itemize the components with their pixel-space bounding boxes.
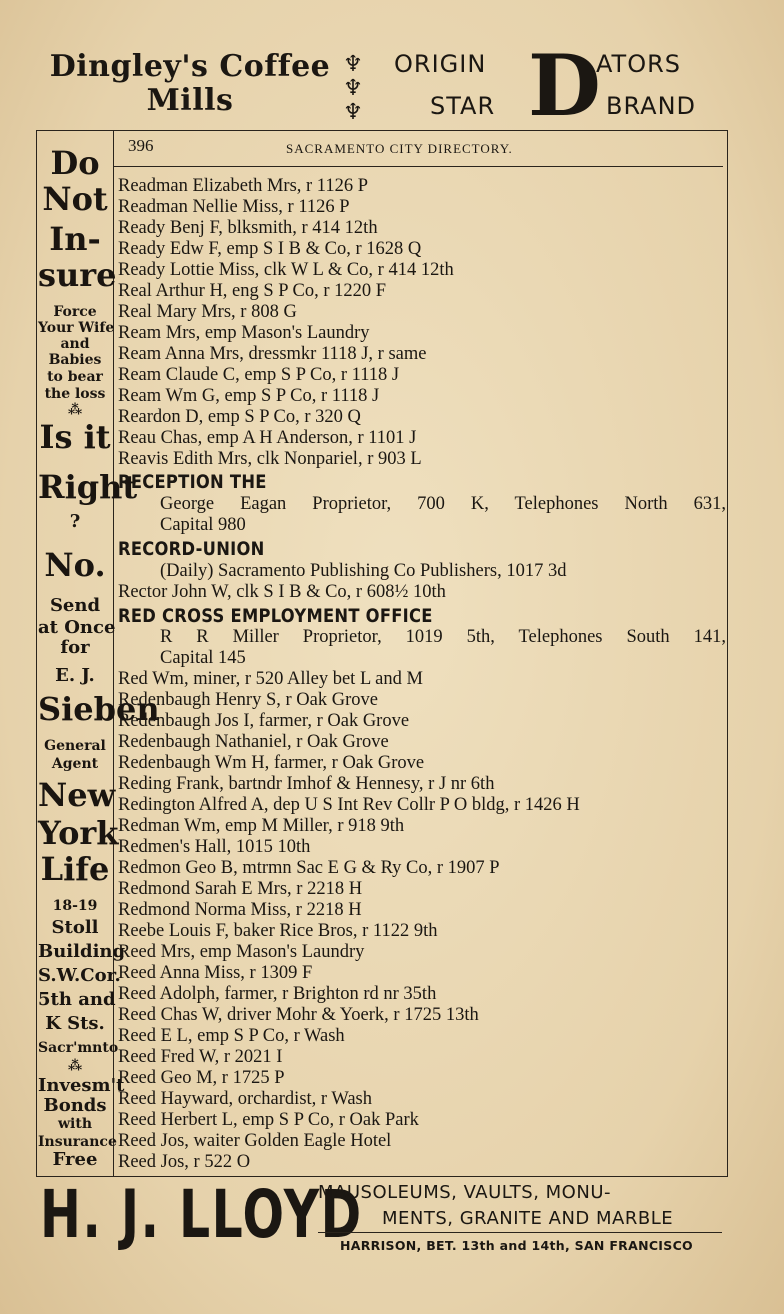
sidebar-line: at Once [38, 617, 116, 638]
sidebar-line: Stoll [51, 917, 99, 938]
sidebar-line: Your Wife [38, 320, 115, 336]
dingley-coffee-mills-ad [42, 50, 338, 118]
fleur-ornament-icon: ♆ ♆ ♆ [343, 51, 363, 124]
listing-entry: Redmen's Hall, 1015 10th [118, 837, 311, 857]
listing-entry: Reed Jos, waiter Golden Eagle Hotel [118, 1131, 392, 1151]
dingley-line-2: Mills [146, 83, 234, 118]
sidebar-line: New [38, 776, 116, 814]
listing-entry: Reavis Edith Mrs, clk Nonpariel, r 903 L [118, 449, 422, 469]
top-advertisement [36, 36, 736, 135]
sidebar-line: Life [40, 850, 110, 888]
sidebar-line: Is it [39, 418, 111, 456]
bottom-advertisement [36, 1176, 736, 1286]
sidebar-line: Bonds [43, 1095, 107, 1116]
listing-entry: Reed Geo M, r 1725 P [118, 1068, 285, 1088]
listing-entry: Ready Benj F, blksmith, r 414 12th [118, 218, 378, 238]
listing-entry: Reed Fred W, r 2021 I [118, 1047, 283, 1067]
listing-entry: Redmon Geo B, mtrmn Sac E G & Ry Co, r 1907 P [118, 858, 500, 878]
listing-entry: Redenbaugh Henry S, r Oak Grove [118, 690, 378, 710]
sidebar-line: Building [38, 941, 126, 962]
listing-entry: Redenbaugh Jos I, farmer, r Oak Grove [118, 711, 410, 731]
sidebar-line: Do [50, 144, 100, 182]
sidebar-line: 5th and [38, 989, 116, 1010]
sidebar-line: Invesm't [38, 1075, 125, 1096]
listing-entry: Reed Hayward, orchardist, r Wash [118, 1089, 373, 1109]
lloyd-ad-line-1: MAUSOLEUMS, VAULTS, MONU- [318, 1182, 611, 1203]
page-number: 396 [128, 136, 154, 155]
sidebar-line: Send [49, 595, 101, 616]
lloyd-address: HARRISON, BET. 13th and 14th, SAN FRANCISCO [340, 1238, 693, 1253]
ators-text: ATORS [596, 50, 682, 78]
listing-entry: Rector John W, clk S I B & Co, r 608½ 10th [118, 582, 446, 602]
sidebar-line: sure [38, 256, 117, 294]
sidebar-line: General [44, 738, 106, 754]
listing-entry: Ream Wm G, emp S P Co, r 1118 J [118, 386, 380, 406]
sidebar-line: for [60, 637, 90, 658]
listing-entry: Readman Nellie Miss, r 1126 P [118, 197, 350, 217]
business-heading: RECEPTION THE [118, 471, 267, 493]
sidebar-line: to bear [47, 369, 103, 385]
sidebar-line: Right [38, 468, 138, 506]
sidebar-line: Free [52, 1149, 98, 1170]
listing-entry: Ready Lottie Miss, clk W L & Co, r 414 12th [118, 260, 454, 280]
listing-entry: Ream Mrs, emp Mason's Laundry [118, 323, 370, 343]
sidebar-line: ⁂ [67, 402, 83, 418]
listing-entry: Reed Chas W, driver Mohr & Yoerk, r 1725 13th [118, 1005, 479, 1025]
listing-entry: Reed Herbert L, emp S P Co, r Oak Park [118, 1110, 419, 1130]
listing-entry: Redington Alfred A, dep U S Int Rev Collr P O bldg, r 1426 H [118, 795, 580, 815]
listing-entry: Redenbaugh Wm H, farmer, r Oak Grove [118, 753, 425, 773]
sidebar-line: Agent [51, 756, 99, 772]
sidebar-line: K Sts. [45, 1013, 105, 1034]
listing-entry: Red Wm, miner, r 520 Alley bet L and M [118, 669, 423, 689]
brand-text: BRAND [606, 92, 697, 120]
business-heading: RECORD-UNION [118, 538, 265, 560]
sidebar-line: ? [69, 511, 81, 532]
sidebar-line: with [57, 1116, 92, 1132]
lloyd-ad-line-2: MENTS, GRANITE AND MARBLE [382, 1208, 674, 1229]
listing-entry: Redenbaugh Nathaniel, r Oak Grove [118, 732, 389, 752]
sidebar-line: Force [53, 304, 97, 320]
listing-entry: Ream Anna Mrs, dressmkr 1118 J, r same [118, 344, 427, 364]
listing-entry: Reding Frank, bartndr Imhof & Hennesy, r J nr 6th [118, 774, 495, 794]
listing-entry: Real Mary Mrs, r 808 G [118, 302, 297, 322]
sidebar-line: Not [42, 180, 108, 218]
listing-entry: Reed E L, emp S P Co, r Wash [118, 1026, 345, 1046]
big-d-letter: D [528, 36, 601, 135]
frame-left-rule [36, 130, 37, 1176]
listing-entry: Redmond Norma Miss, r 2218 H [118, 900, 362, 920]
listing-entry: Reed Jos, r 522 O [118, 1152, 251, 1172]
sidebar-line: In- [49, 220, 101, 258]
sidebar-line: Sieben [38, 690, 160, 728]
listing-entry: Reed Mrs, emp Mason's Laundry [118, 942, 365, 962]
sidebar-line: ⁂ [67, 1058, 83, 1074]
lloyd-ad-rule [318, 1232, 722, 1233]
sidebar-line: Sacr'mnto [38, 1040, 119, 1056]
listing-entry: Readman Elizabeth Mrs, r 1126 P [118, 176, 369, 196]
sidebar-line: Insurance [38, 1134, 117, 1150]
sidebar-line: E. J. [55, 665, 95, 686]
sidebar-line: Babies [48, 352, 102, 368]
listing-entry: Reau Chas, emp A H Anderson, r 1101 J [118, 428, 417, 448]
listing-entry: Ream Claude C, emp S P Co, r 1118 J [118, 365, 400, 385]
header-rule [113, 166, 723, 167]
listing-entry: Ready Edw F, emp S I B & Co, r 1628 Q [118, 239, 422, 259]
listing-entry: Reed Anna Miss, r 1309 F [118, 963, 313, 983]
sidebar-line: the loss [44, 386, 106, 402]
listing-entry: Redman Wm, emp M Miller, r 918 9th [118, 816, 405, 836]
sidebar-line: York [38, 814, 119, 852]
listing-entry: Reardon D, emp S P Co, r 320 Q [118, 407, 361, 427]
listing-continuation: Capital 145 [160, 648, 246, 668]
listing-entry: Reed Adolph, farmer, r Brighton rd nr 35th [118, 984, 437, 1004]
listing-continuation: Capital 980 [160, 515, 246, 535]
listing-entry: Real Arthur H, eng S P Co, r 1220 F [118, 281, 387, 301]
running-head: SACRAMENTO CITY DIRECTORY. [286, 141, 513, 156]
dingley-line-1: Dingley's Coffee [49, 49, 331, 84]
sidebar-line: and [60, 336, 90, 352]
listing-continuation: R R Miller Proprietor, 1019 5th, Telephones South 141, [160, 627, 726, 647]
sidebar-line: 18-19 [52, 898, 98, 914]
sidebar-line: No. [44, 546, 106, 584]
lloyd-name: H. J. LLOYD [40, 1176, 363, 1253]
sidebar-line: S.W.Cor. [38, 965, 121, 986]
business-heading: RED CROSS EMPLOYMENT OFFICE [118, 605, 433, 627]
listing-entry: Reebe Louis F, baker Rice Bros, r 1122 9th [118, 921, 438, 941]
listing-continuation: (Daily) Sacramento Publishing Co Publishers, 1017 3d [160, 561, 567, 581]
frame-right-rule [727, 130, 728, 1176]
star-text: STAR [430, 92, 496, 120]
listing-entry: Redmond Sarah E Mrs, r 2218 H [118, 879, 363, 899]
listing-continuation: George Eagan Proprietor, 700 K, Telephones North 631, [160, 494, 726, 514]
frame-top-rule [36, 130, 728, 131]
origin-text: ORIGIN [394, 50, 487, 78]
